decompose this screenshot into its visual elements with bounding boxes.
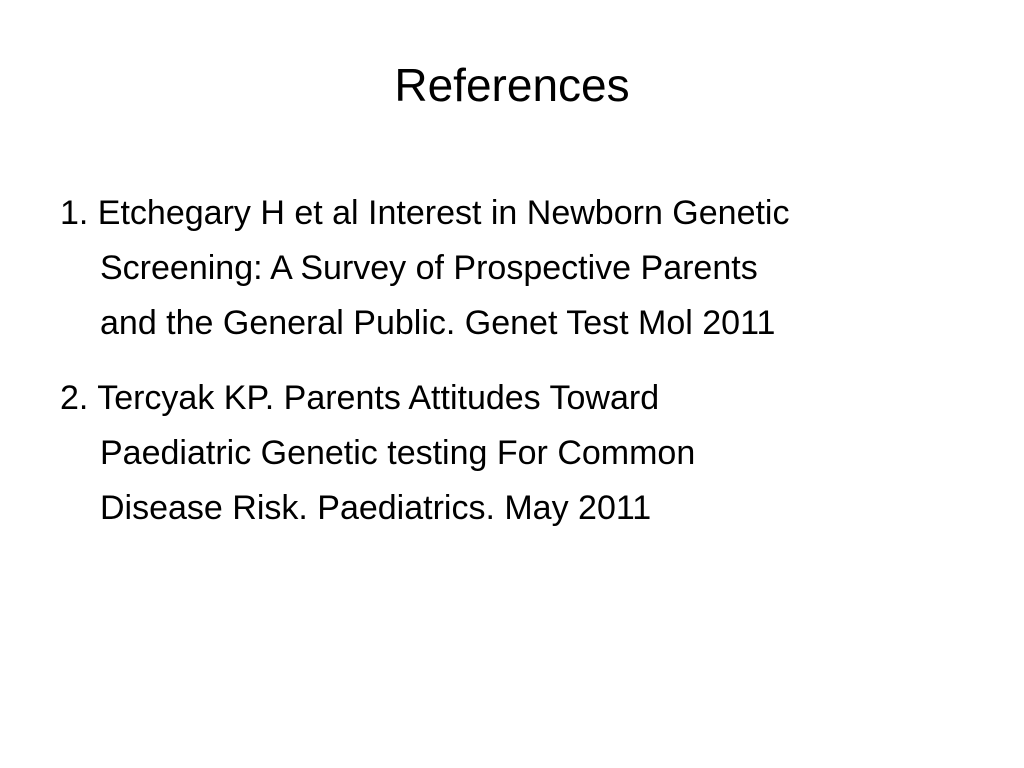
reference-item-1 (60, 186, 960, 351)
reference-2-line-3: Disease Risk. Paediatrics. May 2011 (100, 489, 652, 527)
slide-title: References (394, 59, 630, 111)
reference-list (60, 186, 960, 556)
reference-1-line-1: 1. Etchegary H et al Interest in Newborn Genetic (60, 194, 790, 232)
reference-2-line-1: 2. Tercyak KP. Parents Attitudes Toward (60, 379, 660, 417)
reference-1-line-3: and the General Public. Genet Test Mol 2011 (100, 304, 776, 342)
reference-item-2 (60, 371, 960, 536)
reference-1-line-2: Screening: A Survey of Prospective Parents (100, 249, 758, 287)
reference-2-line-2: Paediatric Genetic testing For Common (100, 434, 696, 472)
